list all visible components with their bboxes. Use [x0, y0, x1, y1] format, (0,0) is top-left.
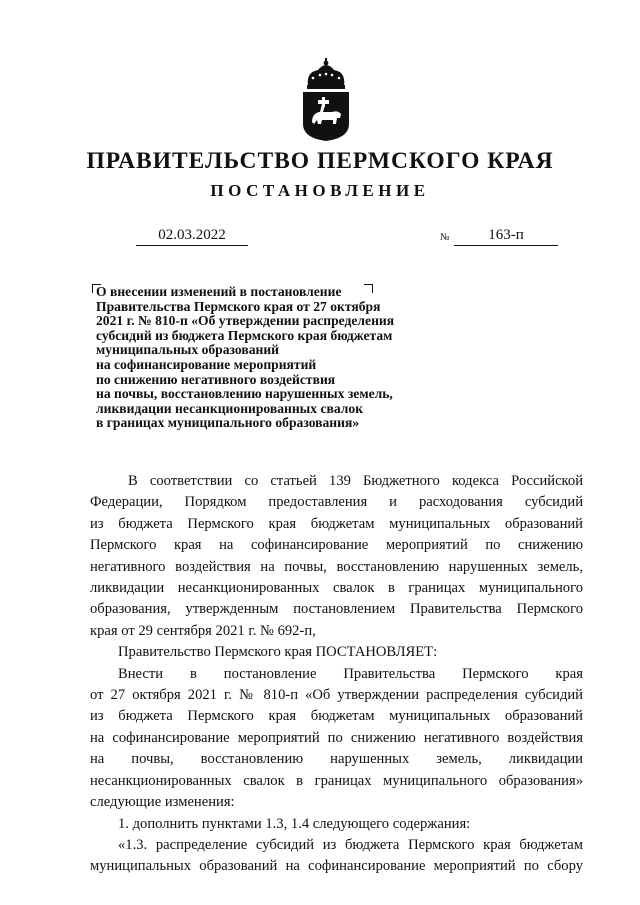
- body-line: Пермского края на софинансирование мероприятий по снижению: [90, 537, 583, 554]
- subject-line: муниципальных образований: [96, 342, 280, 358]
- perm-krai-coat-of-arms-icon: [300, 58, 352, 142]
- document-body: [90, 471, 583, 878]
- subject-line: в границах муниципального образования»: [96, 415, 360, 431]
- body-line: из бюджета Пермского края бюджетам муниципальных образований: [90, 708, 583, 725]
- document-number: 163-п: [454, 227, 558, 246]
- document-date: 02.03.2022: [136, 227, 248, 246]
- body-paragraph: Правительство Пермского края ПОСТАНОВЛЯЕТ:: [118, 644, 438, 661]
- body-line: на почвы, восстановлению нарушенных земель, ликвидации: [90, 751, 583, 768]
- subject-line: Правительства Пермского края от 27 октября: [96, 298, 381, 314]
- body-line: негативного воздействия на почвы, восстановлению нарушенных земель,: [90, 558, 583, 575]
- body-line: муниципальных образований на софинансирование мероприятий по сбору: [90, 858, 583, 875]
- subject-line: ликвидации несанкционированных свалок: [96, 400, 364, 416]
- body-line: Федерации, Порядком предоставления и расходования субсидий: [90, 494, 583, 511]
- subject-line: по снижению негативного воздействия: [96, 371, 336, 387]
- subject-line: 2021 г. № 810-п «Об утверждении распределения: [96, 313, 395, 329]
- subject-line: на софинансирование мероприятий: [96, 356, 317, 372]
- body-line: от 27 октября 2021 г. № 810-п «Об утверждении распределения субсидий: [90, 687, 583, 704]
- subject-line: субсидий из бюджета Пермского края бюджетам: [96, 327, 393, 343]
- number-sign: №: [440, 232, 450, 243]
- body-line: ликвидации несанкционированных свалок в границах муниципального: [90, 580, 583, 597]
- body-line: В соответствии со статьей 139 Бюджетного кодекса Российской: [128, 473, 583, 489]
- body-line: «1.3. распределение субсидий из бюджета Пермского края бюджетам: [118, 836, 583, 853]
- document-subject: [96, 285, 476, 431]
- subject-line: на почвы, восстановлению нарушенных земель,: [96, 386, 393, 402]
- body-paragraph: 1. дополнить пунктами 1.3, 1.4 следующего содержания:: [118, 815, 471, 832]
- subject-line: О внесении изменений в постановление: [96, 284, 342, 299]
- body-line: на софинансирование мероприятий по снижению негативного воздействия: [90, 729, 583, 746]
- body-line: несанкционированных свалок в границах муниципального образования»: [90, 772, 583, 789]
- body-line: следующие изменения:: [90, 794, 235, 811]
- body-line: образования, утвержденным постановлением Правительства Пермского: [90, 601, 583, 618]
- organization-title: ПРАВИТЕЛЬСТВО ПЕРМСКОГО КРАЯ: [86, 148, 554, 174]
- body-line: из бюджета Пермского края бюджетам муниципальных образований: [90, 515, 583, 532]
- document-type: ПОСТАНОВЛЕНИЕ: [210, 181, 430, 200]
- body-line: края от 29 сентября 2021 г. № 692-п,: [90, 622, 316, 639]
- body-line: Внести в постановление Правительства Пермского края: [118, 665, 583, 682]
